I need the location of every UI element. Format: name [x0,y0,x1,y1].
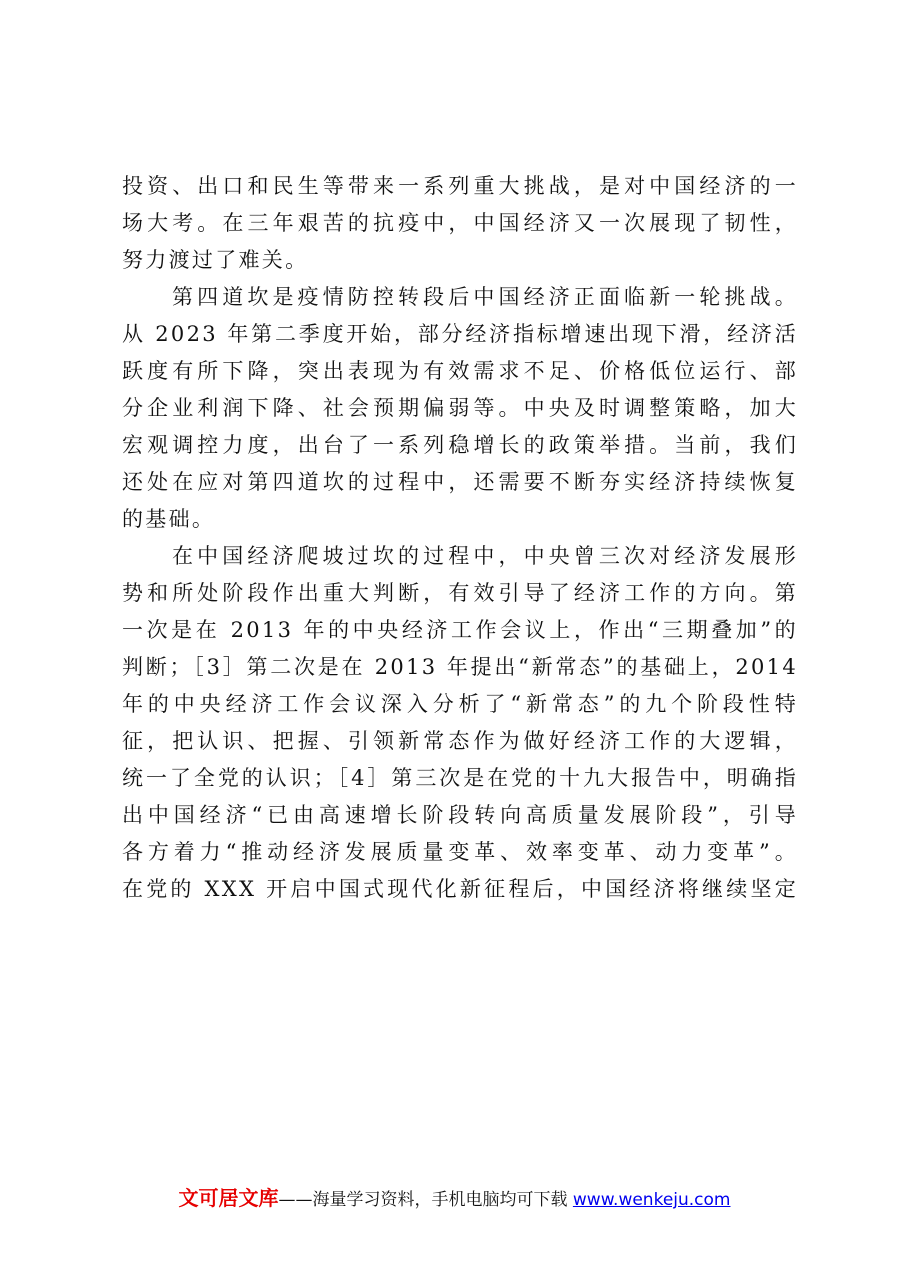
paragraph [122,279,798,538]
text-line: 第四道坎是疫情防控转段后中国经济正面临新一轮挑战。 [172,285,798,309]
text-line: 各方着力“推动经济发展质量变革、效率变革、动力变革”。 [122,840,798,864]
text-line: 场大考。在三年艰苦的抗疫中，中国经济又一次展现了韧性， [122,211,798,235]
text-line: 一次是在 2013 年的中央经济工作会议上，作出“三期叠加”的 [122,618,798,642]
text-line: 努力渡过了难关。 [122,248,309,272]
website-link[interactable]: www.wenkeju.com [572,1190,731,1210]
text-line: 年的中央经济工作会议深入分析了“新常态”的九个阶段性特 [122,692,798,716]
text-line: 在中国经济爬坡过坎的过程中，中央曾三次对经济发展形 [172,544,798,568]
text-line: 的基础。 [122,507,216,531]
text-line: 还处在应对第四道坎的过程中，还需要不断夯实经济持续恢复 [122,470,798,494]
footer-slogan: ——海量学习资料，手机电脑均可下载 [278,1190,568,1210]
text-line: 跃度有所下降，突出表现为有效需求不足、价格低位运行、部 [122,359,798,383]
text-line: 宏观调控力度，出台了一系列稳增长的政策举措。当前，我们 [122,433,798,457]
text-line: 投资、出口和民生等带来一系列重大挑战，是对中国经济的一 [122,174,798,198]
document-body [122,168,798,908]
text-line: 分企业利润下降、社会预期偏弱等。中央及时调整策略，加大 [122,396,798,420]
footer-banner [0,1182,909,1211]
text-line: 征，把认识、把握、引领新常态作为做好经济工作的大逻辑， [122,729,798,753]
text-line: 从 2023 年第二季度开始，部分经济指标增速出现下滑，经济活 [122,322,798,346]
text-line: 势和所处阶段作出重大判断，有效引导了经济工作的方向。第 [122,581,798,605]
brand-name: 文可居文库 [178,1186,279,1210]
paragraph [122,538,798,908]
text-line: 出中国经济“已由高速增长阶段转向高质量发展阶段”，引导 [122,803,798,827]
text-line: 判断；［3］第二次是在 2013 年提出“新常态”的基础上，2014 [122,655,798,679]
text-line: 在党的 XXX 开启中国式现代化新征程后，中国经济将继续坚定 [122,877,798,901]
text-line: 统一了全党的认识；［4］第三次是在党的十九大报告中，明确指 [122,766,798,790]
paragraph [122,168,798,279]
